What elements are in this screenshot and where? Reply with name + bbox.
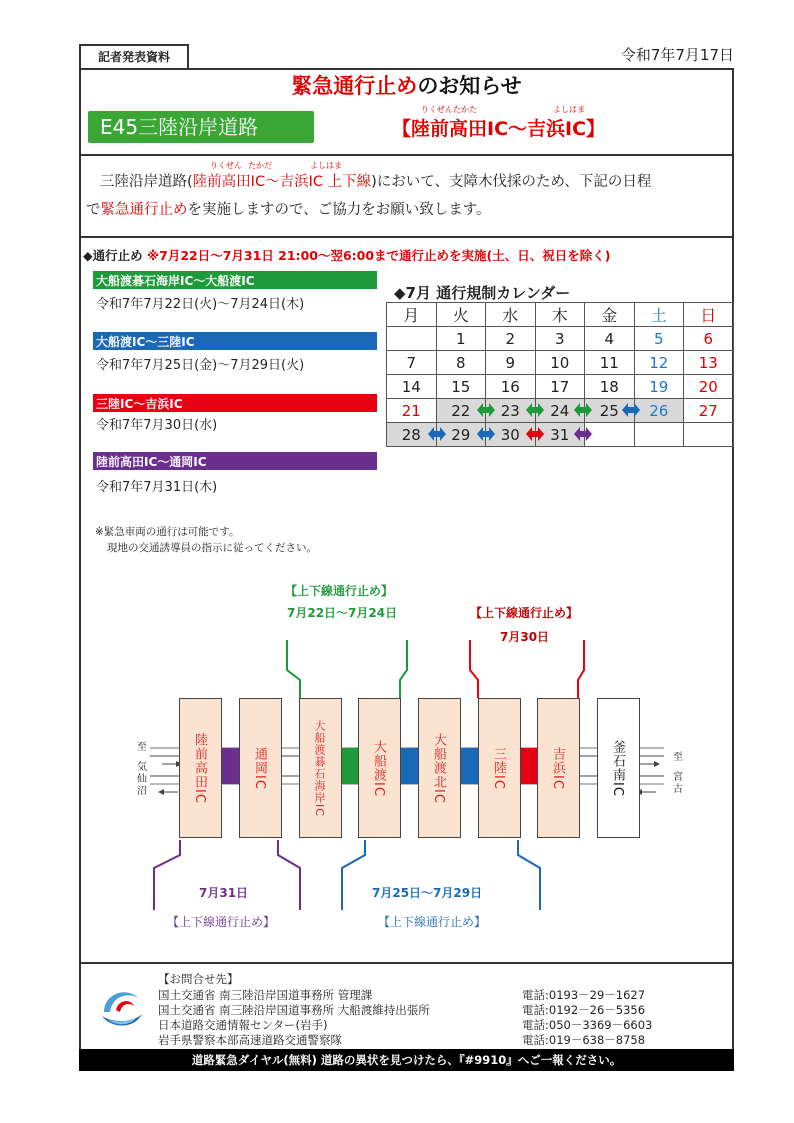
arrow-blue-icon	[477, 427, 495, 441]
cal-header: 土	[634, 303, 684, 327]
cal-header: 金	[585, 303, 635, 327]
cal-day: 15	[436, 375, 486, 399]
cal-day: 31	[535, 423, 585, 447]
cal-day: 7	[387, 351, 437, 375]
arrow-purple-icon	[574, 427, 592, 441]
cal-day	[387, 327, 437, 351]
section-bar-green: 大船渡碁石海岸IC～大船渡IC	[93, 271, 377, 289]
green-closure-title: 【上下線通行止め】	[285, 584, 394, 598]
closure-heading: ◆通行止め ※7月22日～7月31日 21:00～翌6:00まで通行止めを実施(土、日、祝日を除く)	[83, 248, 611, 263]
section-date-red: 令和7年7月30日(水)	[96, 418, 218, 433]
ruby-rikuzentakata: りくぜんたかた	[421, 105, 477, 114]
cal-header: 水	[486, 303, 536, 327]
calendar-title: ◆7月 通行規制カレンダー	[394, 284, 571, 302]
contact-heading: 【お問合せ先】	[158, 972, 239, 986]
contact-org: 国土交通省 南三陸沿岸国道事務所 大船渡維持出張所	[158, 1003, 430, 1017]
green-closure-date: 7月22日～7月24日	[287, 606, 398, 620]
cal-day: 26	[634, 399, 684, 423]
intro-text: 三陸沿岸道路(陸前高田IC～吉浜IC 上下線)において、支障木伐採のため、下記の日程 で緊急通行止めを実施しますので、ご協力をお願い致します。	[86, 174, 652, 218]
title-black: のお知らせ	[417, 74, 522, 98]
road-tag: E45三陸沿岸道路	[88, 111, 314, 143]
contact-org: 国土交通省 南三陸沿岸国道事務所 管理課	[158, 988, 373, 1002]
contact-org: 岩手県警察本部高速道路交通警察隊	[158, 1033, 342, 1047]
segment-red	[521, 748, 537, 784]
ic-kamaishi-minami: 釜石南IC	[597, 698, 640, 838]
cal-day: 18	[585, 375, 635, 399]
cal-day: 6	[684, 327, 734, 351]
title-red: 緊急通行止め	[291, 74, 418, 98]
cal-day: 21	[387, 399, 437, 423]
arrow-blue-icon	[622, 403, 640, 417]
section-date-blue: 令和7年7月25日(金)～7月29日(火)	[96, 358, 305, 373]
cal-header: 日	[684, 303, 734, 327]
cal-day: 14	[387, 375, 437, 399]
release-date: 令和7年7月17日	[620, 46, 734, 64]
arrow-red-icon	[526, 427, 544, 441]
cal-day: 17	[535, 375, 585, 399]
cal-day: 16	[486, 375, 536, 399]
contact-tel: 電話:050－3369－6603	[522, 1018, 653, 1032]
arrow-green-icon	[477, 403, 495, 417]
contact-org: 日本道路交通情報センター(岩手)	[158, 1018, 328, 1032]
ruby-yoshihama-2: よしはま	[310, 161, 342, 170]
section-bar-blue: 大船渡IC～三陸IC	[93, 332, 377, 350]
cal-day: 11	[585, 351, 635, 375]
cal-day: 8	[436, 351, 486, 375]
purple-closure-title: 【上下線通行止め】	[167, 915, 276, 929]
cal-day: 4	[585, 327, 635, 351]
divider	[79, 236, 734, 238]
contact-tel: 電話:019－638－8758	[522, 1033, 646, 1047]
section-date-purple: 令和7年7月31日(木)	[96, 480, 218, 495]
cal-day: 25	[585, 399, 635, 423]
arrow-green-icon	[574, 403, 592, 417]
cal-header: 月	[387, 303, 437, 327]
cal-day: 12	[634, 351, 684, 375]
cal-day: 22	[436, 399, 486, 423]
segment-purple	[221, 748, 239, 784]
ic-tooka: 通岡IC	[239, 698, 282, 838]
right-direction: 至 宮古	[673, 752, 683, 795]
section-bar-purple: 陸前高田IC～通岡IC	[93, 452, 377, 470]
ic-sanriku: 三陸IC	[478, 698, 521, 838]
main-title	[81, 70, 732, 100]
ic-ofunato: 大船渡IC	[358, 698, 401, 838]
blue-closure-date: 7月25日～7月29日	[372, 886, 483, 900]
cal-day: 3	[535, 327, 585, 351]
cal-day: 23	[486, 399, 536, 423]
arrow-blue-icon	[428, 427, 446, 441]
segment-blue-2	[461, 748, 478, 784]
section-bar-red: 三陸IC～吉浜IC	[93, 394, 377, 412]
ic-yoshihama: 吉浜IC	[537, 698, 580, 838]
divider	[79, 154, 734, 156]
cal-day: 10	[535, 351, 585, 375]
divider	[79, 962, 734, 964]
section-date-green: 令和7年7月22日(火)～7月24日(木)	[96, 297, 305, 312]
cal-day: 20	[684, 375, 734, 399]
notes: ※緊急車両の通行は可能です。 現地の交通誘導員の指示に従ってください。	[95, 526, 317, 554]
left-direction: 至 気仙沼	[137, 742, 147, 797]
arrow-green-icon	[526, 403, 544, 417]
press-release-tag: 記者発表資料	[79, 44, 189, 68]
section-title: 【陸前高田IC～吉浜IC】	[392, 118, 606, 140]
ic-ofunato-kita: 大船渡北IC	[418, 698, 461, 838]
cal-header: 火	[436, 303, 486, 327]
ic-rikuzentakata: 陸前高田IC	[179, 698, 222, 838]
cal-day: 19	[634, 375, 684, 399]
ruby-yoshihama: よしはま	[553, 105, 585, 114]
blue-closure-title: 【上下線通行止め】	[378, 915, 487, 929]
cal-day: 2	[486, 327, 536, 351]
red-closure-date: 7月30日	[500, 630, 550, 644]
mlit-logo-icon	[96, 982, 146, 1032]
segment-green	[342, 748, 358, 784]
cal-day: 1	[436, 327, 486, 351]
cal-day: 13	[684, 351, 734, 375]
calendar-arrows	[386, 398, 726, 446]
cal-header: 木	[535, 303, 585, 327]
emergency-dial-banner: 道路緊急ダイヤル(無料) 道路の異状を見つけたら、『#9910』へご一報ください。	[79, 1049, 734, 1071]
segment-blue-1	[401, 748, 418, 784]
ic-ofunato-goishikaigan: 大船渡碁石海岸IC	[299, 698, 342, 838]
cal-day: 24	[535, 399, 585, 423]
purple-closure-date: 7月31日	[199, 886, 249, 900]
contact-tel: 電話:0192－26－5356	[522, 1003, 646, 1017]
ruby-rikuzen: りくぜん	[210, 161, 242, 170]
cal-day: 29	[436, 423, 486, 447]
red-closure-title: 【上下線通行止め】	[470, 606, 579, 620]
cal-day: 9	[486, 351, 536, 375]
cal-day: 30	[486, 423, 536, 447]
cal-day: 28	[387, 423, 437, 447]
ruby-takada: たかだ	[248, 161, 272, 170]
cal-day: 5	[634, 327, 684, 351]
cal-day: 27	[684, 399, 734, 423]
contact-tel: 電話:0193－29－1627	[522, 988, 646, 1002]
